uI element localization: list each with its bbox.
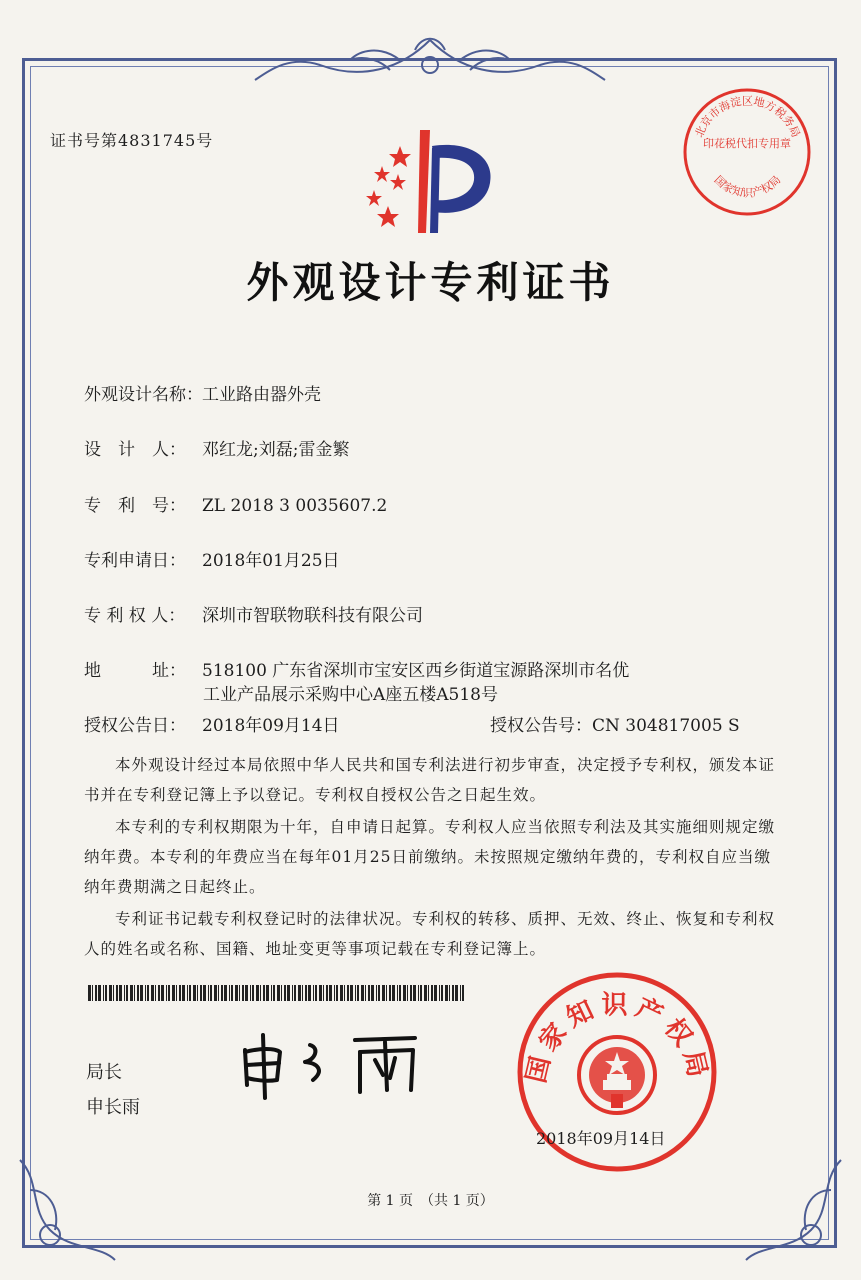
barcode-bar: [399, 985, 401, 1001]
barcode-bar: [88, 985, 91, 1001]
barcode-bar: [371, 985, 374, 1001]
barcode-bar: [347, 985, 349, 1001]
barcode-bar: [319, 985, 322, 1001]
barcode-bar: [208, 985, 209, 1001]
barcode-bar: [460, 985, 461, 1001]
barcode-bar: [119, 985, 122, 1001]
patent-number-label: 专 利 号：: [84, 496, 186, 516]
barcode: [88, 985, 468, 1001]
barcode-bar: [357, 985, 359, 1001]
svg-text:国家知识产权局: 国家知识产权局: [711, 173, 784, 200]
barcode-bar: [168, 985, 170, 1001]
address-line-2: 工业产品展示采购中心A座五楼A518号: [203, 685, 499, 705]
barcode-bar: [350, 985, 353, 1001]
page-number: 第 1 页 （共 1 页）: [367, 1193, 494, 1209]
barcode-bar: [145, 985, 146, 1001]
designer-value: 邓红龙;刘磊;雷金繁: [202, 440, 350, 460]
barcode-bar: [105, 985, 107, 1001]
paragraph-1: 本外观设计经过本局依照中华人民共和国专利法进行初步审查，决定授予专利权，颁发本证书并在专利登记簿上予以登记。专利权自授权公告之日起生效。: [84, 756, 776, 804]
barcode-bar: [389, 985, 391, 1001]
designer-row: [84, 435, 349, 460]
barcode-bar: [218, 985, 219, 1001]
barcode-bar: [103, 985, 104, 1001]
grant-date-value: 2018年09月14日: [202, 716, 340, 736]
barcode-bar: [294, 985, 296, 1001]
signatory-name: 申长雨: [86, 1097, 140, 1118]
barcode-bar: [424, 985, 427, 1001]
filing-date-value: 2018年01月25日: [202, 551, 340, 571]
barcode-bar: [382, 985, 385, 1001]
barcode-bar: [449, 985, 450, 1001]
barcode-bar: [176, 985, 177, 1001]
barcode-bar: [109, 985, 112, 1001]
barcode-bar: [298, 985, 301, 1001]
barcode-bar: [365, 985, 366, 1001]
barcode-bar: [210, 985, 212, 1001]
grant-number-value: CN 304817005 S: [592, 716, 740, 736]
barcode-bar: [214, 985, 217, 1001]
barcode-bar: [250, 985, 251, 1001]
barcode-bar: [326, 985, 328, 1001]
national-emblem-icon: [579, 1037, 655, 1113]
barcode-bar: [340, 985, 343, 1001]
barcode-bar: [334, 985, 335, 1001]
barcode-bar: [431, 985, 433, 1001]
barcode-bar: [197, 985, 198, 1001]
barcode-bar: [308, 985, 311, 1001]
barcode-bar: [281, 985, 282, 1001]
patent-holder-label: 专 利 权 人：: [84, 606, 186, 626]
barcode-bar: [189, 985, 191, 1001]
barcode-bar: [130, 985, 133, 1001]
barcode-bar: [462, 985, 464, 1001]
barcode-bar: [378, 985, 380, 1001]
corner-ornament-bottom-right: [741, 1150, 851, 1270]
barcode-bar: [231, 985, 233, 1001]
page-title: 外观设计专利证书: [246, 258, 615, 307]
patent-number-value: ZL 2018 3 0035607.2: [202, 496, 388, 516]
barcode-bar: [182, 985, 185, 1001]
barcode-bar: [344, 985, 345, 1001]
barcode-bar: [224, 985, 227, 1001]
grant-number: [490, 711, 740, 736]
design-name-label: 外观设计名称：: [84, 385, 203, 405]
barcode-bar: [242, 985, 244, 1001]
signatory-title: 局长: [86, 1062, 122, 1083]
barcode-bar: [260, 985, 261, 1001]
barcode-bar: [266, 985, 269, 1001]
handwritten-signature: [235, 1030, 435, 1100]
barcode-bar: [271, 985, 272, 1001]
barcode-bar: [376, 985, 377, 1001]
barcode-bar: [187, 985, 188, 1001]
design-name-row: [84, 380, 321, 405]
seal-date: 2018年09月14日: [536, 1129, 666, 1148]
patent-number-row: [84, 491, 387, 516]
barcode-bar: [452, 985, 454, 1001]
top-ornament: [250, 30, 610, 90]
barcode-bar: [407, 985, 408, 1001]
svg-text:印花税代扣专用章: 印花税代扣专用章: [703, 137, 791, 150]
barcode-bar: [179, 985, 181, 1001]
barcode-bar: [277, 985, 280, 1001]
barcode-bar: [140, 985, 143, 1001]
barcode-bar: [292, 985, 293, 1001]
barcode-bar: [403, 985, 406, 1001]
barcode-bar: [245, 985, 248, 1001]
barcode-bar: [413, 985, 416, 1001]
design-name-value: 工业路由器外壳: [202, 385, 321, 405]
address-line-1: 518100 广东省深圳市宝安区西乡街道宝源路深圳市名优: [202, 661, 630, 681]
certificate-number: 证书号第4831745号: [50, 131, 214, 150]
barcode-bar: [302, 985, 303, 1001]
barcode-bar: [336, 985, 338, 1001]
barcode-bar: [361, 985, 364, 1001]
barcode-bar: [155, 985, 156, 1001]
barcode-bar: [445, 985, 448, 1001]
barcode-bar: [392, 985, 395, 1001]
barcode-bar: [428, 985, 429, 1001]
barcode-bar: [313, 985, 314, 1001]
barcode-bar: [172, 985, 175, 1001]
barcode-bar: [229, 985, 230, 1001]
barcode-bar: [161, 985, 164, 1001]
grant-date-label: 授权公告日：: [84, 716, 186, 736]
barcode-bar: [113, 985, 114, 1001]
grant-date-row: [84, 711, 340, 736]
svg-text:北京市海淀区地方税务局: 北京市海淀区地方税务局: [692, 94, 803, 140]
address-row: [84, 656, 629, 681]
barcode-bar: [151, 985, 154, 1001]
barcode-bar: [420, 985, 422, 1001]
barcode-bar: [98, 985, 101, 1001]
barcode-bar: [386, 985, 387, 1001]
barcode-bar: [252, 985, 254, 1001]
filing-date-label: 专利申请日：: [84, 551, 186, 571]
tax-stamp: [680, 85, 815, 220]
barcode-bar: [116, 985, 118, 1001]
barcode-bar: [158, 985, 160, 1001]
corner-ornament-bottom-left: [10, 1150, 120, 1270]
barcode-bar: [441, 985, 443, 1001]
barcode-bar: [368, 985, 370, 1001]
barcode-bar: [124, 985, 125, 1001]
barcode-bar: [455, 985, 458, 1001]
address-label: 地 址：: [84, 661, 186, 681]
barcode-bar: [305, 985, 307, 1001]
barcode-bar: [418, 985, 419, 1001]
grant-number-label: 授权公告号：: [490, 716, 592, 736]
barcode-bar: [397, 985, 398, 1001]
patent-holder-row: [84, 601, 423, 626]
barcode-bar: [221, 985, 223, 1001]
designer-label: 设 计 人：: [84, 440, 186, 460]
barcode-bar: [203, 985, 206, 1001]
barcode-bar: [329, 985, 332, 1001]
barcode-bar: [323, 985, 324, 1001]
paragraph-2: 本专利的专利权期限为十年，自申请日起算。专利权人应当依照专利法及其实施细则规定缴纳年费。本专利的年费应当在每年01月25日前缴纳。未按照规定缴纳年费的，专利权自应当缴纳年费期满之日起终止。: [84, 818, 776, 896]
svg-text:国家知识产权局: 国家知识产权局: [521, 990, 714, 1086]
barcode-bar: [147, 985, 149, 1001]
barcode-bar: [137, 985, 139, 1001]
barcode-bar: [355, 985, 356, 1001]
paragraph-3: 专利证书记载专利权登记时的法律状况。专利权的转移、质押、无效、终止、恢复和专利权人的姓名或名称、国籍、地址变更等事项记载在专利登记簿上。: [84, 910, 776, 958]
barcode-bar: [439, 985, 440, 1001]
barcode-bar: [315, 985, 317, 1001]
filing-date-row: [84, 546, 340, 571]
patent-holder-value: 深圳市智联物联科技有限公司: [202, 606, 423, 626]
barcode-bar: [284, 985, 286, 1001]
barcode-bar: [287, 985, 290, 1001]
barcode-bar: [134, 985, 135, 1001]
barcode-bar: [410, 985, 412, 1001]
barcode-bar: [193, 985, 196, 1001]
barcode-bar: [166, 985, 167, 1001]
barcode-bar: [126, 985, 128, 1001]
barcode-bar: [273, 985, 275, 1001]
barcode-bar: [92, 985, 93, 1001]
barcode-bar: [239, 985, 240, 1001]
barcode-bar: [95, 985, 97, 1001]
barcode-bar: [235, 985, 238, 1001]
barcode-bar: [434, 985, 437, 1001]
barcode-bar: [200, 985, 202, 1001]
barcode-bar: [256, 985, 259, 1001]
barcode-bar: [263, 985, 265, 1001]
patent-office-logo-icon: [360, 128, 500, 238]
